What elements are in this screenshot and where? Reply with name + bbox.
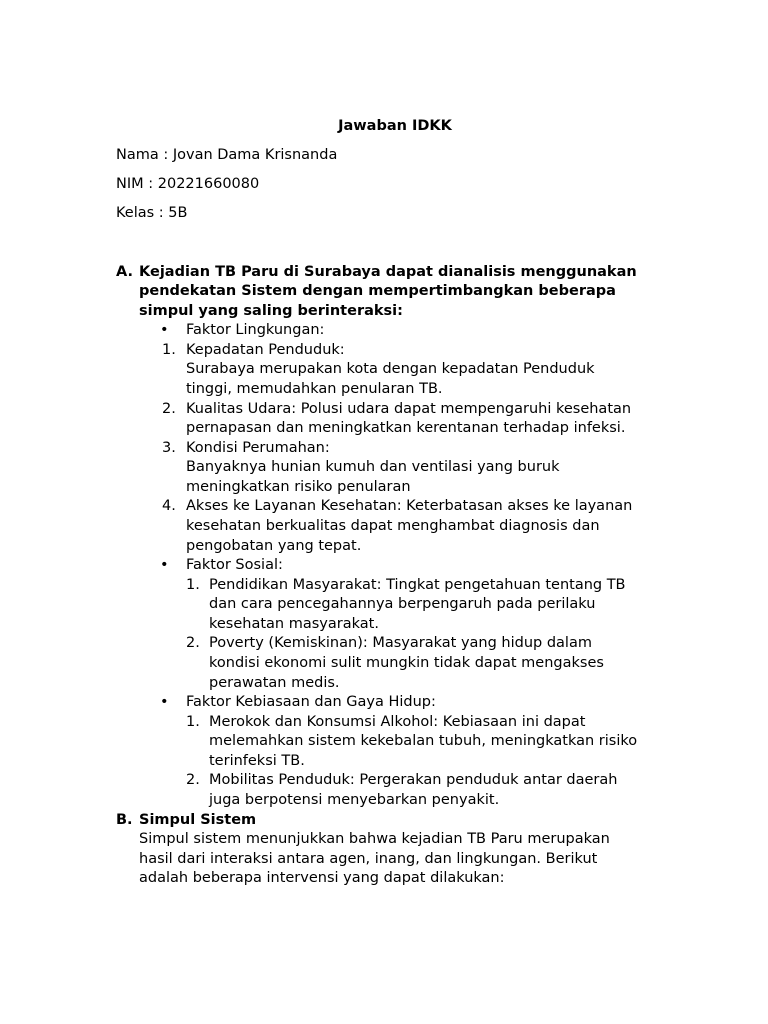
list-item-line: pernapasan dan meningkatkan kerentanan terhadap infeksi. [186,420,626,436]
list-item-line: Mobilitas Penduduk: Pergerakan penduduk antar daerah [209,772,618,788]
list-item-line: Kondisi Perumahan: [186,440,330,456]
group-label-kebiasaan: Faktor Kebiasaan dan Gaya Hidup: [186,694,436,710]
list-item-line: pengobatan yang tepat. [186,538,362,554]
bullet-icon: • [160,322,169,338]
list-number: 1. [162,342,176,358]
section-a-heading-line: Kejadian TB Paru di Surabaya dapat dianalisis menggunakan [139,264,637,280]
section-b-body-line: adalah beberapa intervensi yang dapat dilakukan: [139,870,505,886]
section-a-marker: A. [116,264,133,280]
section-b-body-line: Simpul sistem menunjukkan bahwa kejadian TB Paru merupakan [139,831,610,847]
list-item-line: perawatan medis. [209,675,340,691]
list-item-line: kesehatan berkualitas dapat menghambat diagnosis dan [186,518,600,534]
bullet-icon: • [160,694,169,710]
list-item-line: Merokok dan Konsumsi Alkohol: Kebiasaan ini dapat [209,714,586,730]
list-item-line: terinfeksi TB. [209,753,305,769]
list-item-line: kesehatan masyarakat. [209,616,379,632]
document-title: Jawaban IDKK [338,118,452,134]
list-item-line: Kualitas Udara: Polusi udara dapat mempengaruhi kesehatan [186,401,632,417]
list-item-line: Kepadatan Penduduk: [186,342,345,358]
list-item-line: Surabaya merupakan kota dengan kepadatan Penduduk [186,361,595,377]
list-item-line: meningkatkan risiko penularan [186,479,411,495]
list-item-line: dan cara pencegahannya berpengaruh pada perilaku [209,596,596,612]
list-item-line: Pendidikan Masyarakat: Tingkat pengetahuan tentang TB [209,577,626,593]
group-label-lingkungan: Faktor Lingkungan: [186,322,325,338]
section-b-heading: Simpul Sistem [139,812,257,828]
list-item-line: melemahkan sistem kekebalan tubuh, meningkatkan risiko [209,733,638,749]
list-number: 2. [186,772,200,788]
list-number: 3. [162,440,176,456]
list-item-line: Banyaknya hunian kumuh dan ventilasi yang buruk [186,459,560,475]
list-item-line: Poverty (Kemiskinan): Masyarakat yang hidup dalam [209,635,592,651]
group-label-sosial: Faktor Sosial: [186,557,283,573]
list-item-line: Akses ke Layanan Kesehatan: Keterbatasan akses ke layanan [186,498,633,514]
student-name: Nama : Jovan Dama Krisnanda [116,147,338,163]
list-number: 1. [186,714,200,730]
student-nim: NIM : 20221660080 [116,176,260,192]
list-number: 2. [162,401,176,417]
section-a-heading-line: simpul yang saling berinteraksi: [139,303,403,319]
section-a-heading-line: pendekatan Sistem dengan mempertimbangkan beberapa [139,283,616,299]
bullet-icon: • [160,557,169,573]
list-item-line: juga berpotensi menyebarkan penyakit. [209,792,500,808]
list-number: 1. [186,577,200,593]
list-item-line: kondisi ekonomi sulit mungkin tidak dapat mengakses [209,655,604,671]
list-item-line: tinggi, memudahkan penularan TB. [186,381,443,397]
list-number: 4. [162,498,176,514]
section-b-marker: B. [116,812,133,828]
section-b-body-line: hasil dari interaksi antara agen, inang, dan lingkungan. Berikut [139,851,598,867]
student-class: Kelas : 5B [116,205,188,221]
list-number: 2. [186,635,200,651]
